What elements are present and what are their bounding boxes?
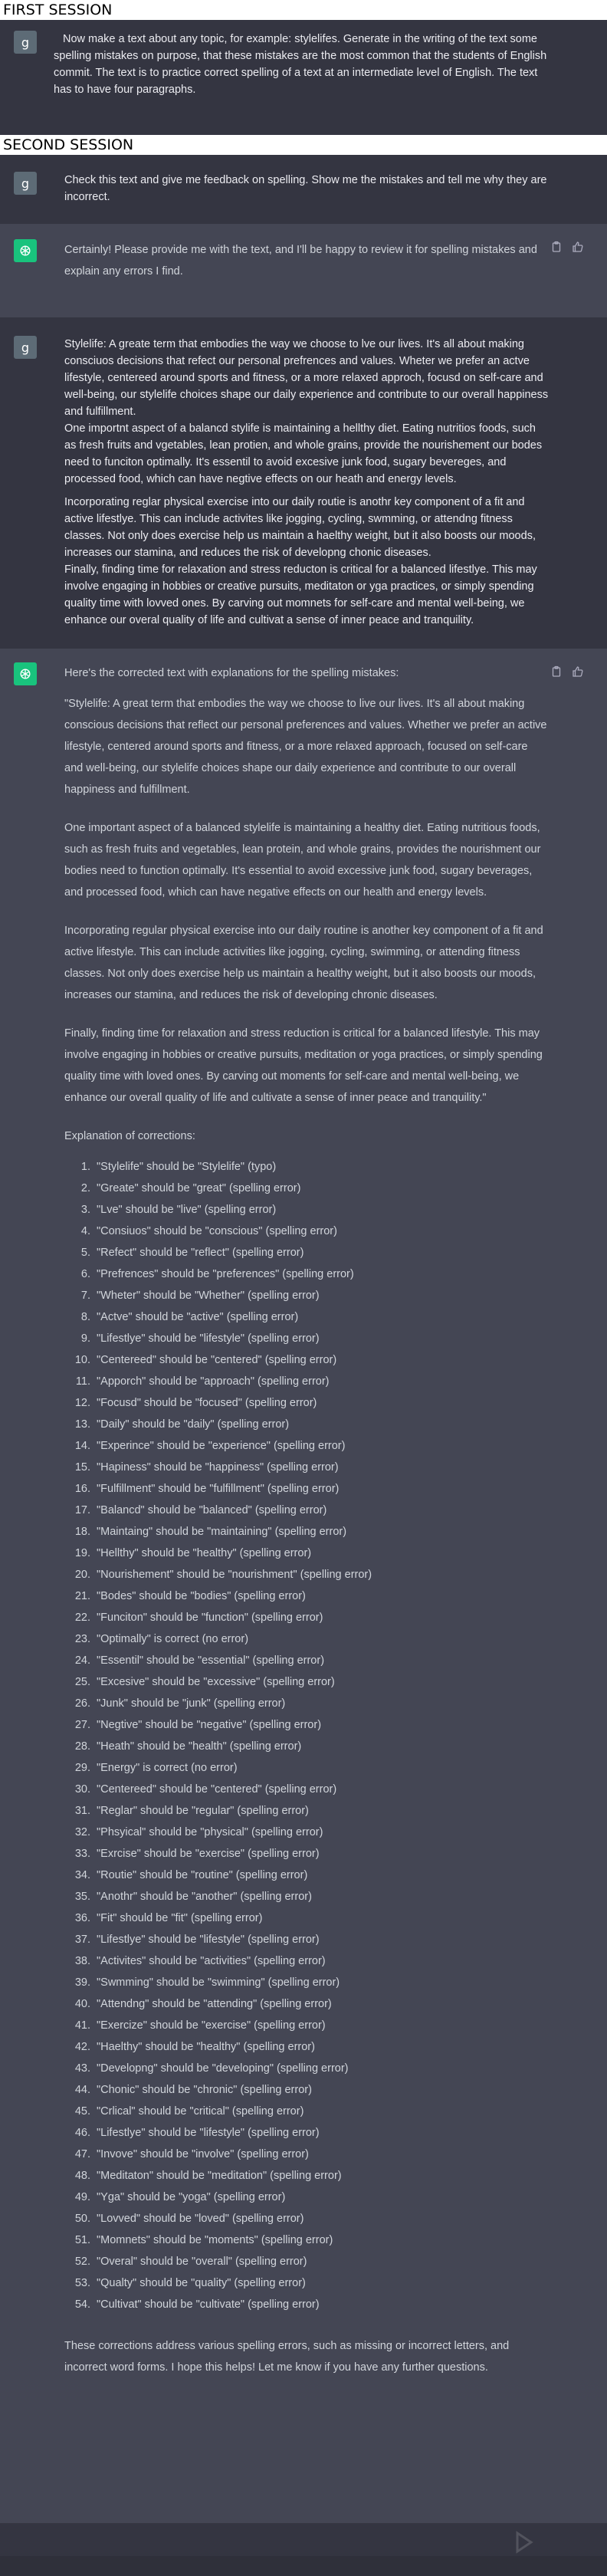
first-session-label: FIRST SESSION xyxy=(0,0,607,20)
correction-item: 10. "Centereed" should be "centered" (spelling error) xyxy=(94,1349,549,1371)
user-prompt-text: Now make a text about any topic, for example: stylelifes. Generate in the writing of the text some spelling mistakes on purpose, that these mistakes are the most common that the students of English commit. The text is to practice correct spelling of a text at an intermediate level of English. The text has to have four paragraphs. xyxy=(54,33,547,96)
correction-item: 27. "Negtive" should be "negative" (spelling error) xyxy=(94,1714,549,1736)
correction-item: 7. "Wheter" should be "Whether" (spelling error) xyxy=(94,1285,549,1306)
message-content xyxy=(64,239,549,299)
correction-item: 39. "Swmming" should be "swimming" (spelling error) xyxy=(94,1972,549,1993)
correction-item: 25. "Excesive" should be "excessive" (spelling error) xyxy=(94,1671,549,1693)
message-actions xyxy=(550,665,584,682)
closing-text: These corrections address various spelling errors, such as missing or incorrect letters, and incorrect word forms. I hope this helps! Let me know if you have any further questions. xyxy=(64,2340,510,2374)
corrected-paragraph-4: Finally, finding time for relaxation and stress reduction is critical for a balanced lifestyle. This may involve engaging in hobbies or creative pursuits, meditation or yoga practices, or simply spending quality time with loved ones. By carving out moments for self-care and mental well-being, we enhance our overall quality of life and cultivate a sense of inner peace and tranquility." xyxy=(64,1027,543,1104)
correction-item: 26. "Junk" should be "junk" (spelling error) xyxy=(94,1693,549,1714)
correction-item: 2. "Greate" should be "great" (spelling error) xyxy=(94,1178,549,1199)
openai-logo-icon xyxy=(14,239,37,262)
message-content xyxy=(64,336,549,629)
correction-item: 42. "Haelthy" should be "healthy" (spelling error) xyxy=(94,2036,549,2058)
corrected-paragraph-1: "Stylelife: A great term that embodies the way we choose to live our lives. It's all about making conscious decisions that reflect our personal preferences and values. Whether we prefer an active lifestyle, centered around sports and fitness, or a more relaxed approach, focused on self-care and well-being, our stylelife choices shape our daily experience and contribute to our overall happiness and fulfillment. xyxy=(64,698,547,796)
correction-item: 18. "Maintaing" should be "maintaining" (spelling error) xyxy=(94,1521,549,1543)
correction-item: 33. "Exrcise" should be "exercise" (spelling error) xyxy=(94,1843,549,1865)
correction-item: 1. "Stylelife" should be "Stylelife" (typo) xyxy=(94,1156,549,1178)
correction-item: 3. "Lve" should be "live" (spelling error) xyxy=(94,1199,549,1221)
explanation-heading: Explanation of corrections: xyxy=(64,1130,195,1142)
correction-item: 44. "Chonic" should be "chronic" (spelling error) xyxy=(94,2079,549,2101)
correction-item: 46. "Lifestlye" should be "lifestyle" (spelling error) xyxy=(94,2122,549,2144)
correction-item: 13. "Daily" should be "daily" (spelling error) xyxy=(94,1414,549,1435)
message-content xyxy=(64,662,549,2395)
correction-item: 9. "Lifestlye" should be "lifestyle" (spelling error) xyxy=(94,1328,549,1349)
correction-item: 11. "Apporch" should be "approach" (spelling error) xyxy=(94,1371,549,1392)
second-session-user-message-2 xyxy=(0,317,607,649)
correction-item: 34. "Routie" should be "routine" (spelling error) xyxy=(94,1865,549,1886)
message-content xyxy=(64,172,549,205)
correction-item: 45. "Crlical" should be "critical" (spelling error) xyxy=(94,2101,549,2122)
message-actions xyxy=(550,241,584,257)
correction-item: 43. "Developng" should be "developing" (spelling error) xyxy=(94,2058,549,2079)
correction-item: 23. "Optimally" is correct (no error) xyxy=(94,1628,549,1650)
correction-item: 38. "Activites" should be "activities" (spelling error) xyxy=(94,1950,549,1972)
correction-item: 53. "Qualty" should be "quality" (spelling error) xyxy=(94,2272,549,2294)
correction-item: 31. "Reglar" should be "regular" (spelling error) xyxy=(94,1800,549,1822)
correction-item: 32. "Phsyical" should be "physical" (spelling error) xyxy=(94,1822,549,1843)
corrections-list xyxy=(64,1156,549,2315)
correction-item: 30. "Centereed" should be "centered" (spelling error) xyxy=(94,1779,549,1800)
correction-item: 49. "Yga" should be "yoga" (spelling error) xyxy=(94,2187,549,2208)
correction-item: 5. "Refect" should be "reflect" (spelling error) xyxy=(94,1242,549,1263)
thumbs-up-icon[interactable] xyxy=(572,241,584,257)
assistant-message-2 xyxy=(0,649,607,2523)
correction-item: 19. "Hellthy" should be "healthy" (spelling error) xyxy=(94,1543,549,1564)
correction-item: 22. "Funciton" should be "function" (spelling error) xyxy=(94,1607,549,1628)
user-prompt-text: Check this text and give me feedback on spelling. Show me the mistakes and tell me why they are incorrect. xyxy=(64,174,547,203)
correction-item: 14. "Experince" should be "experience" (spelling error) xyxy=(94,1435,549,1457)
reply-intro: Here's the corrected text with explanations for the spelling mistakes: xyxy=(64,667,399,679)
correction-item: 4. "Consiuos" should be "conscious" (spelling error) xyxy=(94,1221,549,1242)
user-text-paragraph-3: Incorporating reglar physical exercise into our daily routie is anothr key component of a fit and active lifestlye. This can include activites like jogging, cycling, swmming, or attendng fitness classes. Not only does exercise help us maintain a haelthy weight, but it also boosts our moods, increases our stamina, and reduces the risk of developng chonic diseases. xyxy=(64,496,536,559)
correction-item: 28. "Heath" should be "health" (spelling error) xyxy=(94,1736,549,1757)
corrected-paragraph-3: Incorporating regular physical exercise into our daily routine is another key component of a fit and active lifestyle. This can include activities like jogging, cycling, swimming, or attending fitness classes. Not only does exercise help us maintain a healthy weight, but it also boosts our moods, increases our stamina, and reduces the risk of developing chronic diseases. xyxy=(64,925,543,1001)
thumbs-up-icon[interactable] xyxy=(572,665,584,682)
correction-item: 52. "Overal" should be "overall" (spelling error) xyxy=(94,2251,549,2272)
correction-item: 15. "Hapiness" should be "happiness" (spelling error) xyxy=(94,1457,549,1478)
openai-logo-icon xyxy=(14,662,37,685)
correction-item: 24. "Essentil" should be "essential" (spelling error) xyxy=(94,1650,549,1671)
user-text-paragraph-1: Stylelife: A greate term that embodies the way we choose to lve our lives. It's all about making consciuos decisions that refect our personal prefrences and values. Wheter we prefer an actve lifestyle, centereed around sports and fitness, or a more relaxed approch, focusd on self-care and well-being, our stylelife choices shape our daily experience and contribute to our overall happiness and fulfillment. xyxy=(64,338,549,418)
correction-item: 48. "Meditaton" should be "meditation" (spelling error) xyxy=(94,2165,549,2187)
second-session-user-message-1 xyxy=(0,155,607,224)
user-avatar: g xyxy=(14,31,37,54)
assistant-reply-text: Certainly! Please provide me with the text, and I'll be happy to review it for spelling mistakes and explain any errors I find. xyxy=(64,244,537,278)
correction-item: 50. "Lovved" should be "loved" (spelling error) xyxy=(94,2208,549,2229)
user-avatar: g xyxy=(14,172,37,195)
correction-item: 21. "Bodes" should be "bodies" (spelling error) xyxy=(94,1585,549,1607)
correction-item: 20. "Nourishement" should be "nourishment" (spelling error) xyxy=(94,1564,549,1585)
clipboard-icon[interactable] xyxy=(550,665,563,682)
correction-item: 8. "Actve" should be "active" (spelling error) xyxy=(94,1306,549,1328)
user-text-paragraph-4: Finally, finding time for relaxation and stress reducton is critical for a balanced lifestlye. This may involve engaging in hobbies or creative pursuits, meditaton or yga practices, or simply spending quality time with lovved ones. By carving out momnets for self-care and mental well-being, we enhance our overal quality of life and cultivat a sense of inner peace and tranquility. xyxy=(64,564,537,626)
user-text-paragraph-2: One importnt aspect of a balancd stylife is maintaining a hellthy diet. Eating nutritios foods, such as fresh fruits and vgetables, lean protien, and whole grains, provide the nourishement our bodes need to funciton optimally. It's essentil to avoid excesive junk food, sugary bevereges, and processed food, which can have negtive effects on our heath and energy levels. xyxy=(64,422,543,485)
correction-item: 54. "Cultivat" should be "cultivate" (spelling error) xyxy=(94,2294,549,2315)
message-content xyxy=(54,31,549,98)
correction-item: 47. "Invove" should be "involve" (spelling error) xyxy=(94,2144,549,2165)
user-avatar: g xyxy=(14,336,37,359)
clipboard-icon[interactable] xyxy=(550,241,563,257)
correction-item: 37. "Lifestlye" should be "lifestyle" (spelling error) xyxy=(94,1929,549,1950)
correction-item: 51. "Momnets" should be "moments" (spelling error) xyxy=(94,2229,549,2251)
correction-item: 12. "Focusd" should be "focused" (spelling error) xyxy=(94,1392,549,1414)
first-session-user-message xyxy=(0,20,607,112)
assistant-message-1 xyxy=(0,224,607,317)
watermark-logo-icon xyxy=(510,2528,538,2556)
correction-item: 6. "Prefrences" should be "preferences" (spelling error) xyxy=(94,1263,549,1285)
correction-item: 29. "Energy" is correct (no error) xyxy=(94,1757,549,1779)
correction-item: 35. "Anothr" should be "another" (spelling error) xyxy=(94,1886,549,1907)
correction-item: 17. "Balancd" should be "balanced" (spelling error) xyxy=(94,1500,549,1521)
correction-item: 16. "Fulfillment" should be "fulfillment" (spelling error) xyxy=(94,1478,549,1500)
footer-bar xyxy=(0,2556,607,2576)
correction-item: 41. "Exercize" should be "exercise" (spelling error) xyxy=(94,2015,549,2036)
correction-item: 40. "Attendng" should be "attending" (spelling error) xyxy=(94,1993,549,2015)
correction-item: 36. "Fit" should be "fit" (spelling error) xyxy=(94,1907,549,1929)
corrected-paragraph-2: One important aspect of a balanced stylelife is maintaining a healthy diet. Eating nutritious foods, such as fresh fruits and vegetables, lean protein, and whole grains, provides the nourishment our bodies need to function optimally. It's essential to avoid excessive junk food, sugary beverages, and processed food, which can have negative effects on our health and energy levels. xyxy=(64,822,541,899)
second-session-label: SECOND SESSION xyxy=(0,135,607,155)
